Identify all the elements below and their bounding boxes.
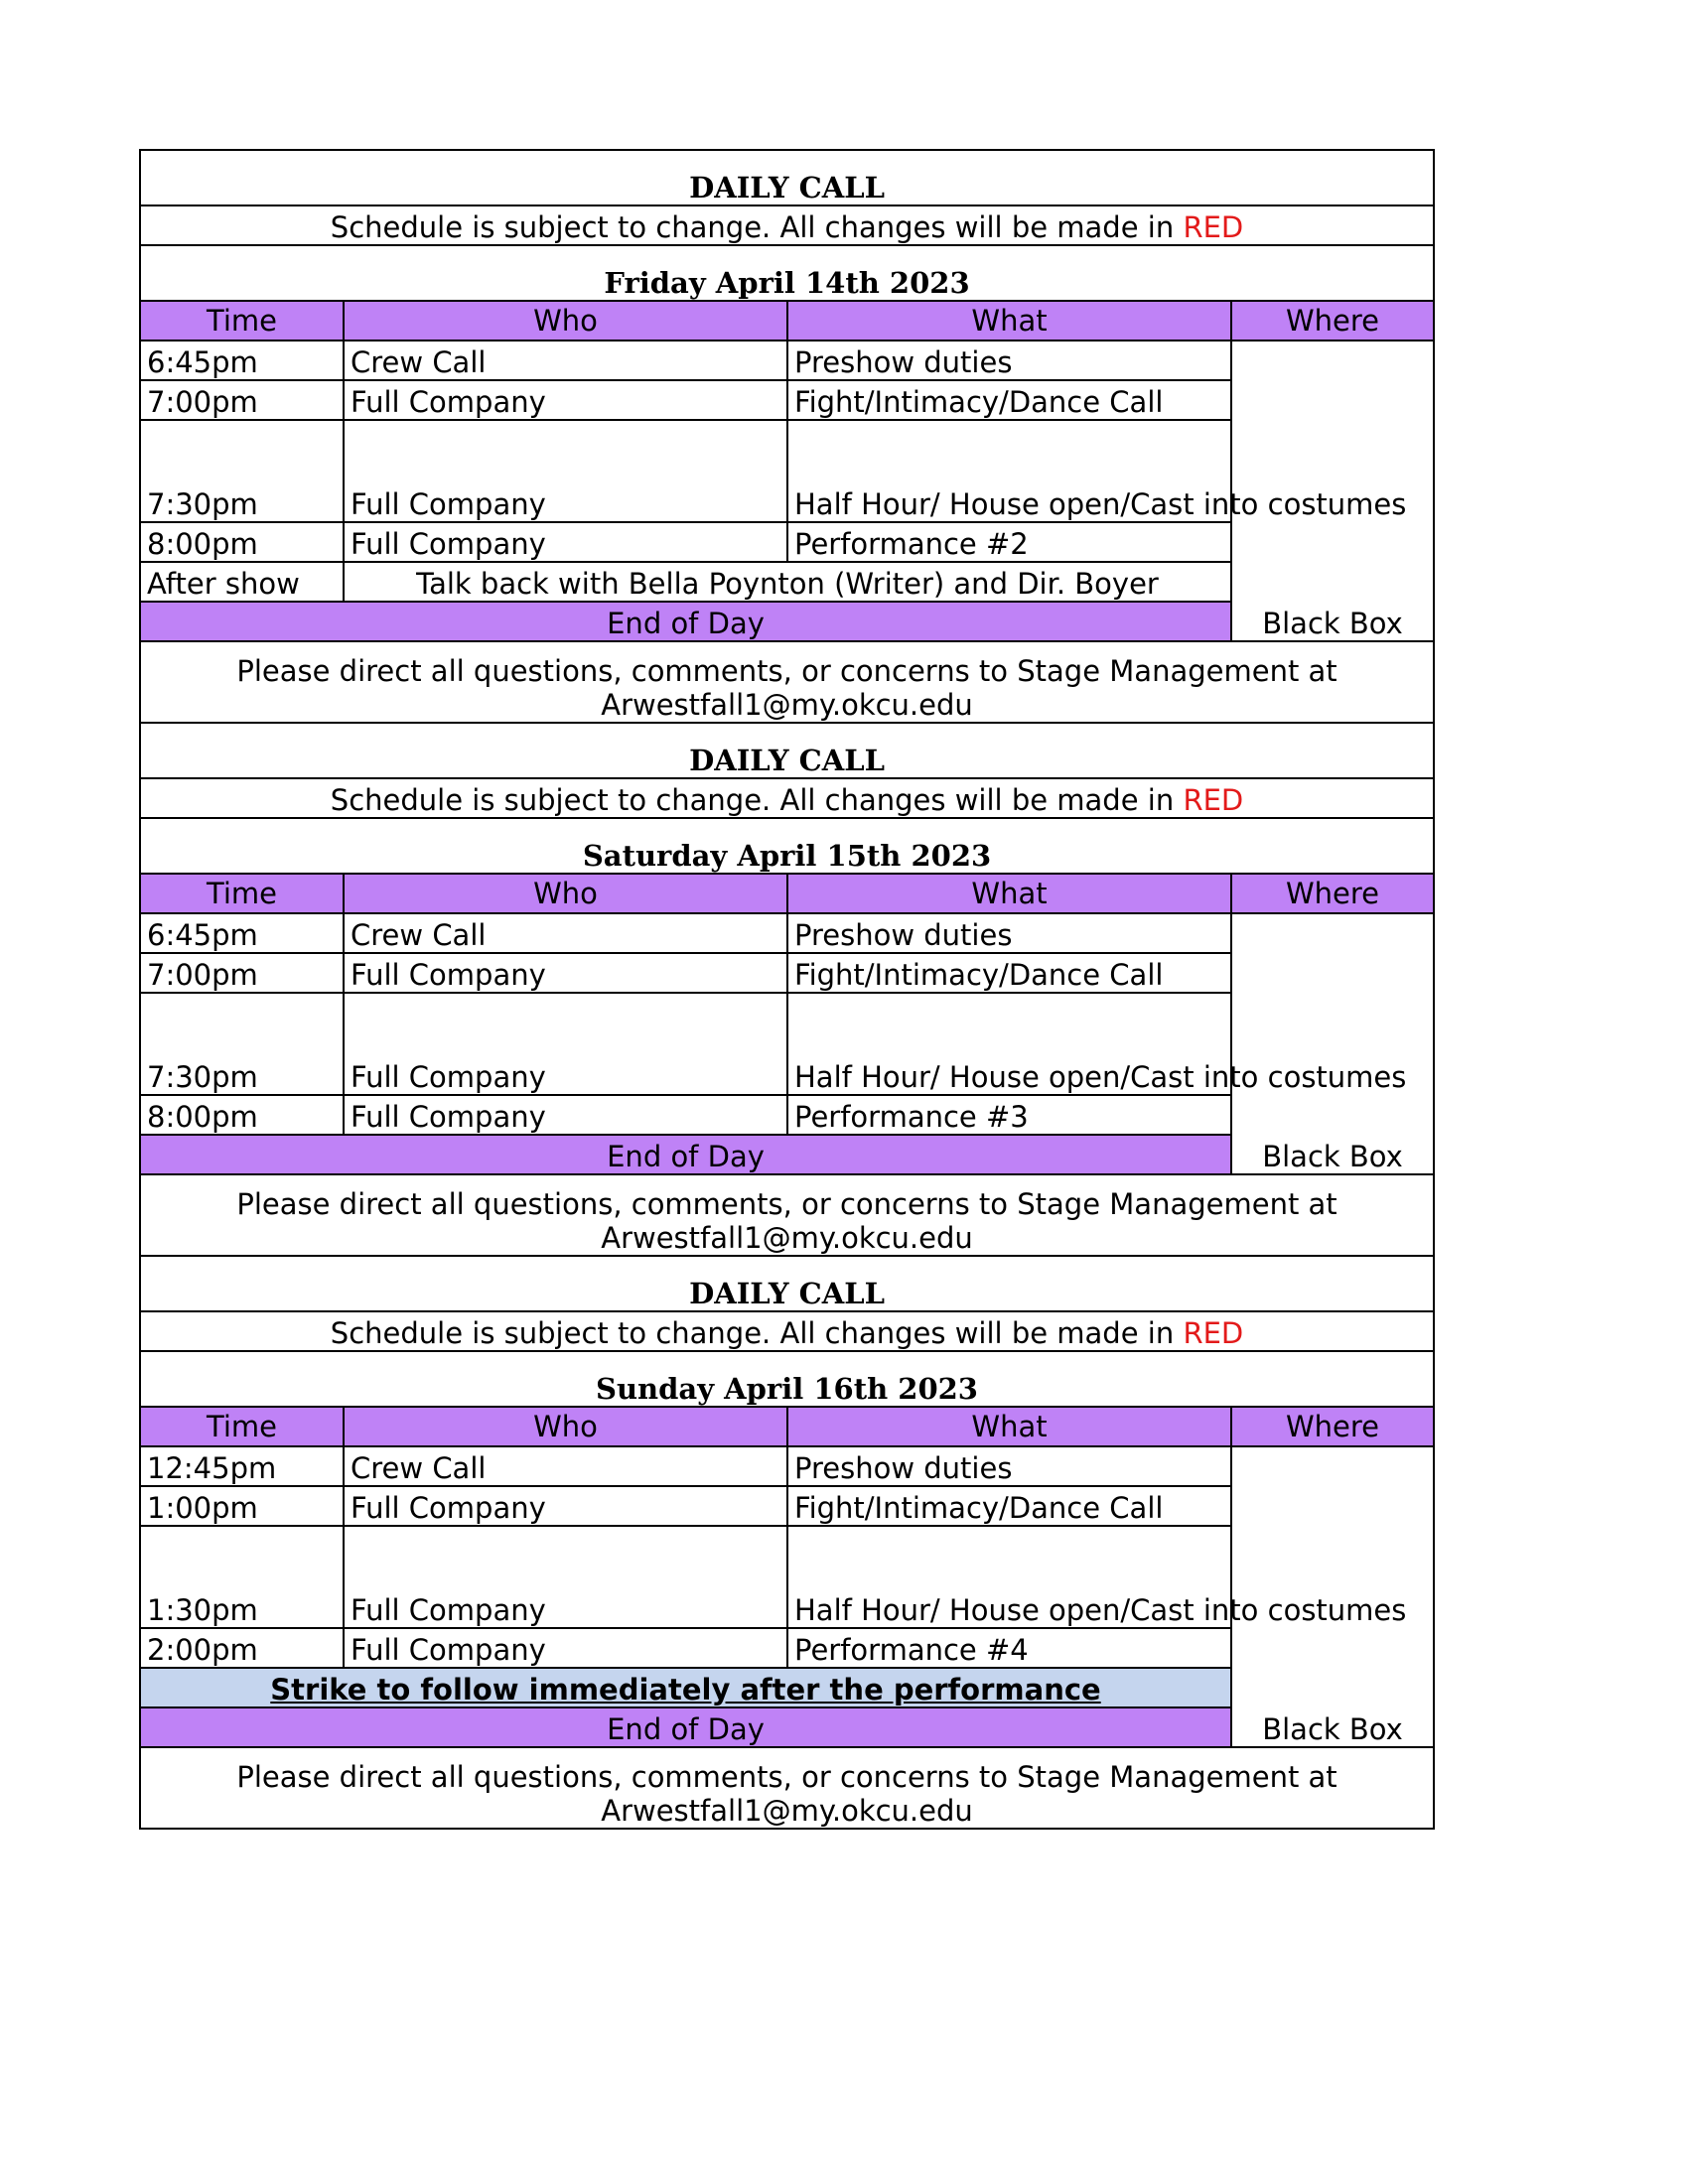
row-time: 7:30pm [140, 420, 344, 522]
change-notice: Schedule is subject to change. All changes will be made in RED [140, 1311, 1434, 1351]
location-cell: Black Box [1231, 341, 1434, 641]
row-what: Performance #3 [787, 1095, 1231, 1135]
row-time: 8:00pm [140, 522, 344, 562]
row-who: Full Company [344, 522, 787, 562]
daily-call-title: DAILY CALL [140, 723, 1434, 778]
day-date: Sunday April 16th 2023 [140, 1351, 1434, 1407]
contact-note: Please direct all questions, comments, or concerns to Stage Management at Arwestfall1@my.okcu.edu [140, 1174, 1434, 1256]
row-time: 8:00pm [140, 1095, 344, 1135]
col-time-header: Time [140, 1407, 344, 1446]
red-label: RED [1183, 209, 1244, 244]
row-who: Full Company [344, 380, 787, 420]
row-who: Full Company [344, 1095, 787, 1135]
row-what: Fight/Intimacy/Dance Call [787, 1486, 1231, 1526]
row-time: 7:30pm [140, 993, 344, 1095]
row-what: Preshow duties [787, 1446, 1231, 1486]
col-what-header: What [787, 301, 1231, 341]
row-what: Preshow duties [787, 341, 1231, 380]
row-who: Full Company [344, 1628, 787, 1668]
end-of-day-bar: End of Day [140, 1707, 1231, 1747]
col-who-header: Who [344, 874, 787, 913]
table-row [140, 1446, 1434, 1486]
red-label: RED [1183, 1315, 1244, 1350]
row-what: Fight/Intimacy/Dance Call [787, 380, 1231, 420]
daily-call-title: DAILY CALL [140, 1256, 1434, 1311]
end-of-day-bar: End of Day [140, 1135, 1231, 1174]
row-what: Preshow duties [787, 913, 1231, 953]
strike-notice: Strike to follow immediately after the performance [140, 1668, 1231, 1707]
table-row [140, 913, 1434, 953]
row-time: 1:30pm [140, 1526, 344, 1628]
row-what: Half Hour/ House open/Cast into costumes [787, 1526, 1231, 1628]
row-who: Full Company [344, 1486, 787, 1526]
col-what-header: What [787, 874, 1231, 913]
col-where-header: Where [1231, 874, 1434, 913]
row-time: 6:45pm [140, 341, 344, 380]
change-notice: Schedule is subject to change. All changes will be made in RED [140, 205, 1434, 245]
row-what: Performance #4 [787, 1628, 1231, 1668]
row-time: 7:00pm [140, 380, 344, 420]
row-time: 1:00pm [140, 1486, 344, 1526]
row-time: 2:00pm [140, 1628, 344, 1668]
row-what: Half Hour/ House open/Cast into costumes [787, 993, 1231, 1095]
row-who: Full Company [344, 420, 787, 522]
contact-email: Arwestfall1@my.okcu.edu [601, 1220, 973, 1255]
row-who: Crew Call [344, 341, 787, 380]
col-where-header: Where [1231, 1407, 1434, 1446]
talk-back-note: Talk back with Bella Poynton (Writer) and Dir. Boyer [344, 562, 1231, 602]
contact-note: Please direct all questions, comments, or concerns to Stage Management at Arwestfall1@my.okcu.edu [140, 1747, 1434, 1829]
row-who: Crew Call [344, 913, 787, 953]
row-time: 7:00pm [140, 953, 344, 993]
row-time: 6:45pm [140, 913, 344, 953]
contact-note: Please direct all questions, comments, or concerns to Stage Management at Arwestfall1@my.okcu.edu [140, 641, 1434, 723]
row-what: Half Hour/ House open/Cast into costumes [787, 420, 1231, 522]
row-who: Crew Call [344, 1446, 787, 1486]
daily-call-title: DAILY CALL [140, 150, 1434, 205]
col-who-header: Who [344, 1407, 787, 1446]
col-where-header: Where [1231, 301, 1434, 341]
row-who: Full Company [344, 993, 787, 1095]
row-time: After show [140, 562, 344, 602]
location-cell: Black Box [1231, 1446, 1434, 1747]
contact-email: Arwestfall1@my.okcu.edu [601, 687, 973, 722]
red-label: RED [1183, 782, 1244, 817]
day-date: Saturday April 15th 2023 [140, 818, 1434, 874]
col-who-header: Who [344, 301, 787, 341]
daily-call-schedule [139, 149, 1435, 1830]
day-date: Friday April 14th 2023 [140, 245, 1434, 301]
table-row [140, 341, 1434, 380]
col-time-header: Time [140, 301, 344, 341]
row-time: 12:45pm [140, 1446, 344, 1486]
contact-email: Arwestfall1@my.okcu.edu [601, 1793, 973, 1828]
change-notice: Schedule is subject to change. All changes will be made in RED [140, 778, 1434, 818]
col-time-header: Time [140, 874, 344, 913]
row-what: Fight/Intimacy/Dance Call [787, 953, 1231, 993]
row-what: Performance #2 [787, 522, 1231, 562]
end-of-day-bar: End of Day [140, 602, 1231, 641]
row-who: Full Company [344, 1526, 787, 1628]
location-cell: Black Box [1231, 913, 1434, 1174]
row-who: Full Company [344, 953, 787, 993]
col-what-header: What [787, 1407, 1231, 1446]
